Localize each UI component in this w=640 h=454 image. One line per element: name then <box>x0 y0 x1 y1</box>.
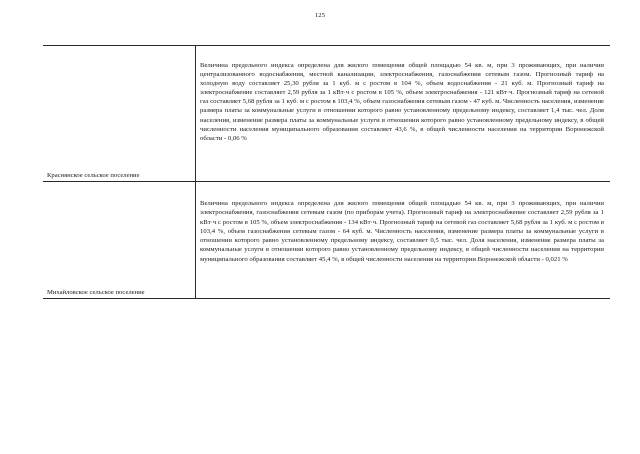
settlement-name: Краснянское сельское поселение <box>47 172 140 179</box>
table-row <box>43 46 610 182</box>
settlement-name-cell <box>43 182 196 298</box>
settlement-name: Михайловское сельское поселение <box>47 289 145 296</box>
index-description-cell: Величина предельного индекса определена для жилого помещения общей площадью 54 кв. м, при 3 проживающих, при наличии централизованного водоснабжения, местной канализации, электроснабжения, газоснабжения сетевым газом. Прогнозный тариф на холодную воду составляет 25,30 рубля за 1 куб. м с ростом в 104 %, объем водоснабжения - 21 куб. м. Прогнозный тариф на электроснабжение составляет 2,59 рубля за 1 кВт·ч с ростом в 105 %, объем электроснабжения - 121 кВт·ч. Прогнозный тариф на сетевой газ составляет 5,68 рубля за 1 куб. м с ростом в 103,4 %, объем газоснабжения сетевым газом - 47 куб. м. Численность населения, изменение размера платы за коммунальные услуги в отношении которого равно установленному предельному индексу, составляет 1,4 тыс. чел. Доля населения, изменение размера платы за коммунальные услуги в отношении которого равно установленному предельному индексу, в общей численности населения муниципального образования составляет 43,6 %, в общей численности населения на территории Воронежской области - 0,06 % <box>200 62 604 142</box>
index-description-cell: Величина предельного индекса определена для жилого помещения общей площадью 54 кв. м, при 3 проживающих, при наличии электроснабжения, газоснабжения сетевым газом (по приборам учета). Прогнозный тариф на электроснабжение составляет 2,59 рубля за 1 кВт·ч с ростом в 105 %, объем электроснабжения - 134 кВт·ч. Прогнозный тариф на сетевой газ составляет 5,68 рубля за 1 куб. м с ростом в 103,4 %, объем газоснабжения сетевым газом - 64 куб. м. Численность населения, изменение размера платы за коммунальные услуги в отношении которого равно установленному предельному индексу, составляет 0,5 тыс. чел. Доля населения, изменение размера платы за коммунальные услуги в отношении которого равно установленному предельному индексу, в общей численности населения на территории муниципального образования составляет 45,4 %, в общей численности населения на территории Воронежской области - 0,021 % <box>200 200 604 263</box>
table-row <box>43 182 610 299</box>
page-number: 125 <box>314 12 326 19</box>
settlement-name-cell <box>43 46 196 181</box>
tariff-index-table <box>43 45 610 299</box>
